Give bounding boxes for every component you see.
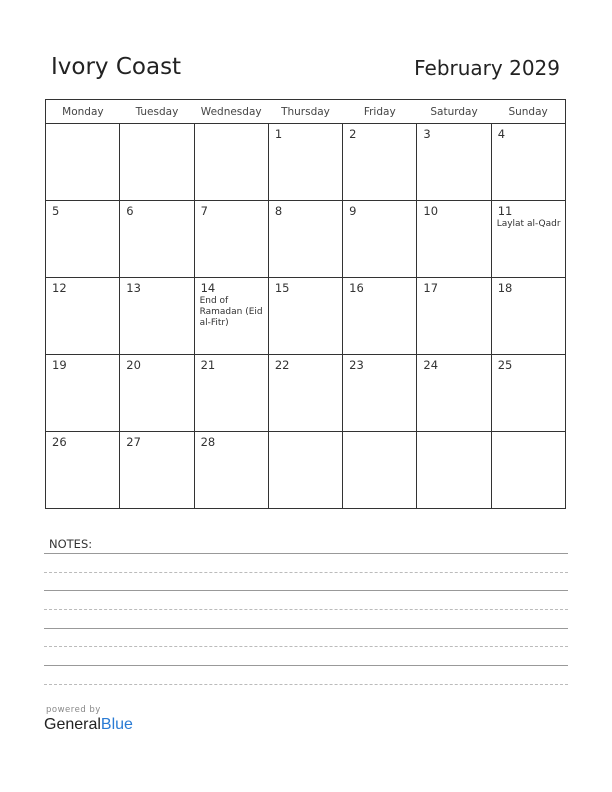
notes-label: NOTES: <box>49 537 93 551</box>
calendar-day-cell <box>417 432 491 509</box>
calendar-day-cell <box>417 355 491 432</box>
calendar-day-cell <box>417 278 491 355</box>
day-number: 21 <box>200 358 216 372</box>
day-number: 18 <box>497 281 513 295</box>
calendar-week-row <box>46 124 566 201</box>
weekday-sunday: Sunday <box>491 100 565 124</box>
calendar-day-cell <box>120 432 194 509</box>
calendar-day-cell <box>268 124 342 201</box>
calendar-day-cell <box>491 355 565 432</box>
calendar-day-cell <box>343 201 417 278</box>
weekday-thursday: Thursday <box>268 100 342 124</box>
calendar-day-cell <box>268 432 342 509</box>
weekday-tuesday: Tuesday <box>120 100 194 124</box>
calendar-day-cell <box>46 201 120 278</box>
day-number: 14 <box>200 281 216 295</box>
day-number: 26 <box>52 435 67 449</box>
calendar-day-cell <box>194 355 268 432</box>
calendar-day-cell <box>417 124 491 201</box>
holiday-label: End of Ramadan (Eid al-Fitr) <box>199 296 263 328</box>
calendar-day-cell <box>268 201 342 278</box>
calendar-day-cell <box>194 201 268 278</box>
day-number: 28 <box>200 435 216 449</box>
day-number: 9 <box>349 204 357 218</box>
brand-general-text: General <box>44 716 101 733</box>
day-number: 24 <box>423 358 439 372</box>
day-number: 22 <box>274 358 290 372</box>
calendar-week-row <box>46 355 566 432</box>
notes-line <box>44 646 568 647</box>
weekday-saturday: Saturday <box>417 100 491 124</box>
notes-line <box>44 684 568 685</box>
brand-blue-text: Blue <box>100 716 133 733</box>
day-number: 10 <box>423 204 439 218</box>
calendar-month-title: February 2029 <box>414 56 560 80</box>
calendar-day-cell <box>46 124 120 201</box>
calendar-day-cell <box>194 432 268 509</box>
day-number: 3 <box>423 127 431 141</box>
day-number: 19 <box>52 358 67 372</box>
day-number: 17 <box>423 281 439 295</box>
calendar-day-cell <box>491 432 565 509</box>
calendar-day-cell <box>120 201 194 278</box>
calendar-day-cell <box>46 355 120 432</box>
day-number: 1 <box>274 127 283 141</box>
day-number: 5 <box>52 204 60 218</box>
day-number: 6 <box>126 204 134 218</box>
weekday-header-row <box>46 100 566 124</box>
generalblue-logo <box>44 716 133 734</box>
calendar-week-row <box>46 278 566 355</box>
calendar-day-cell <box>194 278 268 355</box>
notes-line <box>44 590 568 591</box>
calendar-day-cell <box>120 124 194 201</box>
day-number: 11 <box>497 204 513 218</box>
notes-line <box>44 609 568 610</box>
notes-line <box>44 665 568 666</box>
day-number: 27 <box>126 435 141 449</box>
calendar-day-cell <box>268 355 342 432</box>
calendar-day-cell <box>120 355 194 432</box>
calendar-day-cell <box>120 278 194 355</box>
day-number: 16 <box>349 281 364 295</box>
notes-line <box>44 628 568 629</box>
calendar-grid <box>45 99 566 509</box>
calendar-day-cell <box>491 278 565 355</box>
day-number: 12 <box>52 281 67 295</box>
holiday-label: Laylat al-Qadr <box>496 219 561 229</box>
day-number: 8 <box>274 204 283 218</box>
day-number: 20 <box>126 358 141 372</box>
calendar-country-title: Ivory Coast <box>51 54 182 80</box>
calendar-day-cell <box>46 432 120 509</box>
powered-by-text: powered by <box>46 705 101 715</box>
day-number: 23 <box>349 358 364 372</box>
calendar-day-cell <box>268 278 342 355</box>
calendar-week-row <box>46 432 566 509</box>
notes-line <box>44 572 568 573</box>
calendar-day-cell <box>343 432 417 509</box>
calendar-day-cell <box>194 124 268 201</box>
day-number: 7 <box>200 204 208 218</box>
calendar-day-cell <box>343 124 417 201</box>
calendar-week-row <box>46 201 566 278</box>
calendar-day-cell <box>417 201 491 278</box>
calendar-day-cell <box>46 278 120 355</box>
weekday-wednesday: Wednesday <box>194 100 268 124</box>
day-number: 15 <box>274 281 290 295</box>
calendar-day-cell <box>343 278 417 355</box>
notes-line <box>44 553 568 554</box>
day-number: 4 <box>497 127 506 141</box>
weekday-friday: Friday <box>343 100 417 124</box>
calendar-day-cell <box>343 355 417 432</box>
day-number: 13 <box>126 281 141 295</box>
calendar-day-cell <box>491 201 565 278</box>
day-number: 2 <box>349 127 357 141</box>
weekday-monday: Monday <box>46 100 120 124</box>
day-number: 25 <box>497 358 513 372</box>
calendar-day-cell <box>491 124 565 201</box>
